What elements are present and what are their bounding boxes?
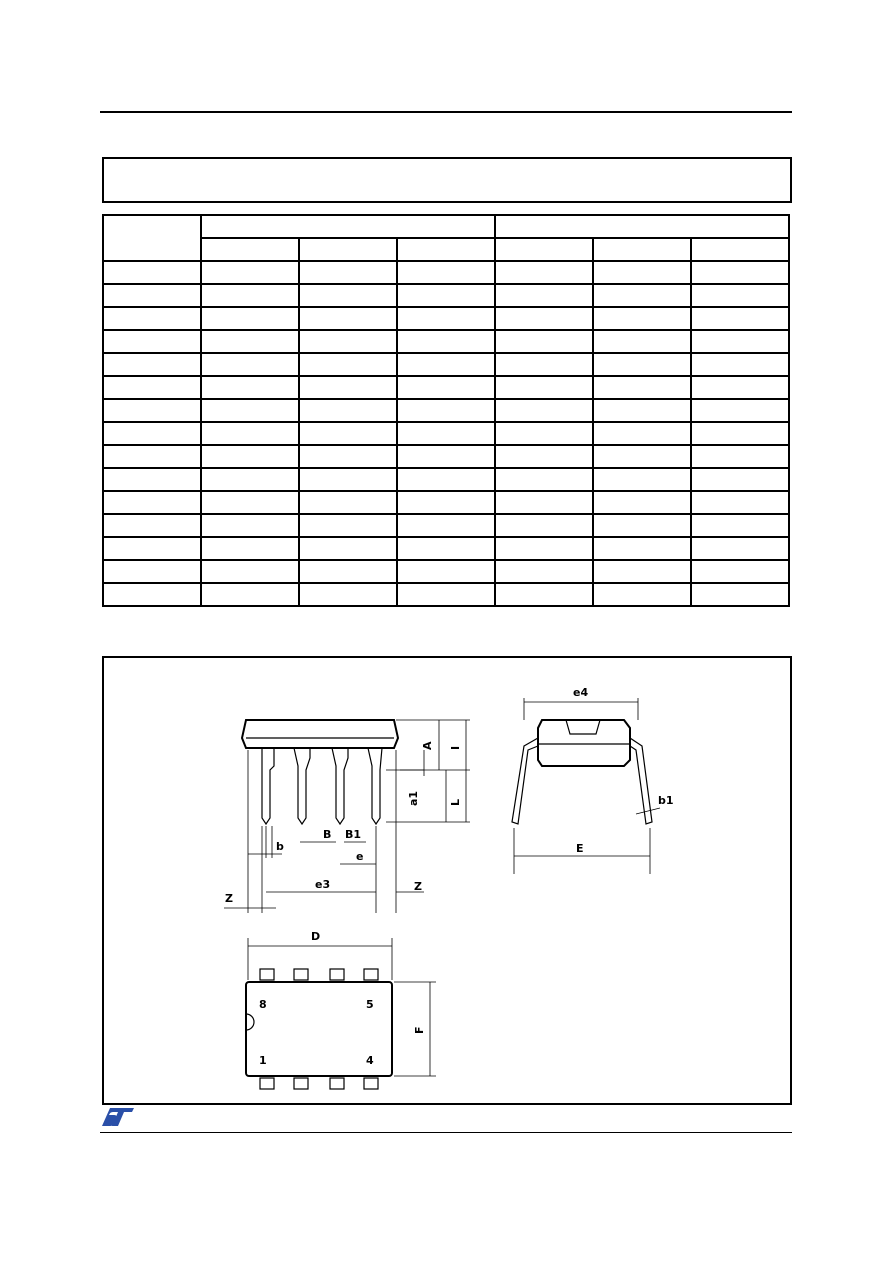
table-row xyxy=(103,445,789,468)
dim-value-cell xyxy=(299,468,397,491)
dim-value-cell xyxy=(299,261,397,284)
pin-5-label: 5 xyxy=(366,998,374,1011)
dim-value-cell xyxy=(397,284,495,307)
dim-value-cell xyxy=(201,468,299,491)
dim-value-cell xyxy=(201,261,299,284)
table-row xyxy=(103,422,789,445)
dim-value-cell xyxy=(495,537,593,560)
dim-value-cell xyxy=(593,261,691,284)
dim-value-cell xyxy=(201,537,299,560)
dim-value-cell xyxy=(397,560,495,583)
dim-value-cell xyxy=(691,422,789,445)
dim-value-cell xyxy=(299,445,397,468)
label-Z-left: Z xyxy=(225,892,233,905)
dim-value-cell xyxy=(691,560,789,583)
col-header xyxy=(495,238,593,261)
dim-symbol-cell xyxy=(103,376,201,399)
table-row xyxy=(103,399,789,422)
dim-value-cell xyxy=(495,261,593,284)
dim-value-cell xyxy=(397,514,495,537)
dim-value-cell xyxy=(299,284,397,307)
label-E: E xyxy=(576,842,584,855)
dim-value-cell xyxy=(299,514,397,537)
dim-value-cell xyxy=(495,491,593,514)
dim-value-cell xyxy=(593,445,691,468)
st-logo-icon xyxy=(100,1106,136,1128)
dim-value-cell xyxy=(691,261,789,284)
dim-value-cell xyxy=(691,583,789,606)
dim-value-cell xyxy=(201,491,299,514)
col-header xyxy=(593,238,691,261)
label-L: L xyxy=(449,798,462,806)
dim-value-cell xyxy=(397,261,495,284)
dim-symbol-cell xyxy=(103,284,201,307)
dim-value-cell xyxy=(495,284,593,307)
label-b1: b1 xyxy=(658,794,674,807)
dim-value-cell xyxy=(299,353,397,376)
dim-value-cell xyxy=(397,537,495,560)
dim-value-cell xyxy=(691,445,789,468)
dim-symbol-cell xyxy=(103,537,201,560)
dim-symbol-cell xyxy=(103,445,201,468)
dim-value-cell xyxy=(201,583,299,606)
dim-value-cell xyxy=(397,330,495,353)
dim-value-cell xyxy=(593,583,691,606)
label-B: B xyxy=(323,828,332,841)
dim-value-cell xyxy=(201,284,299,307)
table-row xyxy=(103,537,789,560)
table-row xyxy=(103,560,789,583)
label-a1: a1 xyxy=(407,790,420,806)
dim-value-cell xyxy=(201,514,299,537)
group-header-inch xyxy=(495,215,789,238)
dim-value-cell xyxy=(397,468,495,491)
label-I: I xyxy=(449,745,462,750)
col-header xyxy=(691,238,789,261)
dim-value-cell xyxy=(495,445,593,468)
side-body-outline xyxy=(242,720,398,748)
dim-value-cell xyxy=(593,399,691,422)
label-Z-right: Z xyxy=(414,880,422,893)
dim-symbol-cell xyxy=(103,261,201,284)
dim-value-cell xyxy=(299,491,397,514)
dim-value-cell xyxy=(201,422,299,445)
dim-value-cell xyxy=(397,399,495,422)
dim-symbol-cell xyxy=(103,514,201,537)
dim-value-cell xyxy=(299,399,397,422)
dim-value-cell xyxy=(593,307,691,330)
dim-value-cell xyxy=(397,491,495,514)
label-e3: e3 xyxy=(315,878,331,891)
dim-value-cell xyxy=(299,330,397,353)
dim-value-cell xyxy=(495,514,593,537)
dim-value-cell xyxy=(495,560,593,583)
label-b: b xyxy=(276,840,284,853)
label-e4: e4 xyxy=(573,686,589,699)
table-title-box xyxy=(102,157,792,203)
pin-4-label: 4 xyxy=(366,1054,374,1067)
table-row xyxy=(103,491,789,514)
dim-value-cell xyxy=(691,353,789,376)
dim-value-cell xyxy=(593,514,691,537)
dim-value-cell xyxy=(201,307,299,330)
dim-symbol-cell xyxy=(103,307,201,330)
table-row xyxy=(103,353,789,376)
dim-header-cell xyxy=(103,215,201,261)
dim-value-cell xyxy=(397,583,495,606)
dim-symbol-cell xyxy=(103,560,201,583)
label-A: A xyxy=(421,741,434,750)
dim-value-cell xyxy=(201,445,299,468)
dim-value-cell xyxy=(397,422,495,445)
dim-value-cell xyxy=(691,284,789,307)
label-D: D xyxy=(311,930,321,943)
dim-symbol-cell xyxy=(103,422,201,445)
dim-value-cell xyxy=(397,376,495,399)
dim-value-cell xyxy=(299,583,397,606)
label-e: e xyxy=(356,850,364,863)
pin-1-label: 1 xyxy=(259,1054,267,1067)
dim-value-cell xyxy=(691,468,789,491)
dim-value-cell xyxy=(593,330,691,353)
col-header xyxy=(201,238,299,261)
dim-value-cell xyxy=(593,560,691,583)
dim-symbol-cell xyxy=(103,399,201,422)
dim-value-cell xyxy=(299,307,397,330)
dim-value-cell xyxy=(691,491,789,514)
dim-value-cell xyxy=(397,445,495,468)
dim-symbol-cell xyxy=(103,330,201,353)
table-row xyxy=(103,261,789,284)
dim-value-cell xyxy=(593,491,691,514)
table-row xyxy=(103,376,789,399)
table-row xyxy=(103,468,789,491)
table-row xyxy=(103,307,789,330)
dim-value-cell xyxy=(495,399,593,422)
dim-value-cell xyxy=(691,376,789,399)
table-row xyxy=(103,284,789,307)
dim-value-cell xyxy=(691,307,789,330)
dim-value-cell xyxy=(397,307,495,330)
table-row xyxy=(103,514,789,537)
dim-value-cell xyxy=(201,330,299,353)
dim-value-cell xyxy=(299,376,397,399)
dim-symbol-cell xyxy=(103,353,201,376)
label-B1: B1 xyxy=(345,828,362,841)
label-F: F xyxy=(413,1026,426,1034)
package-drawing-box xyxy=(102,656,792,1105)
dim-value-cell xyxy=(201,399,299,422)
dim-value-cell xyxy=(299,560,397,583)
dim-value-cell xyxy=(495,468,593,491)
package-drawing xyxy=(104,658,790,1103)
dim-value-cell xyxy=(495,330,593,353)
table-row xyxy=(103,583,789,606)
dim-value-cell xyxy=(495,583,593,606)
dim-value-cell xyxy=(495,376,593,399)
col-header xyxy=(397,238,495,261)
pin-8-label: 8 xyxy=(259,998,267,1011)
dim-value-cell xyxy=(201,560,299,583)
table-row xyxy=(103,330,789,353)
dim-value-cell xyxy=(593,468,691,491)
dimensions-table xyxy=(102,214,790,607)
dim-value-cell xyxy=(593,537,691,560)
dim-value-cell xyxy=(691,330,789,353)
dim-value-cell xyxy=(495,307,593,330)
col-header xyxy=(299,238,397,261)
dim-value-cell xyxy=(593,353,691,376)
dim-value-cell xyxy=(691,514,789,537)
dim-value-cell xyxy=(691,537,789,560)
group-header-mm xyxy=(201,215,495,238)
dim-symbol-cell xyxy=(103,468,201,491)
dim-value-cell xyxy=(201,376,299,399)
dim-value-cell xyxy=(201,353,299,376)
dim-value-cell xyxy=(691,399,789,422)
dim-symbol-cell xyxy=(103,491,201,514)
dim-symbol-cell xyxy=(103,583,201,606)
dim-value-cell xyxy=(495,353,593,376)
dim-value-cell xyxy=(299,537,397,560)
dim-value-cell xyxy=(593,284,691,307)
dim-value-cell xyxy=(299,422,397,445)
dim-value-cell xyxy=(593,422,691,445)
dim-value-cell xyxy=(397,353,495,376)
footer-rule xyxy=(100,1132,792,1133)
dim-value-cell xyxy=(593,376,691,399)
dim-value-cell xyxy=(495,422,593,445)
header-rule xyxy=(100,111,792,113)
